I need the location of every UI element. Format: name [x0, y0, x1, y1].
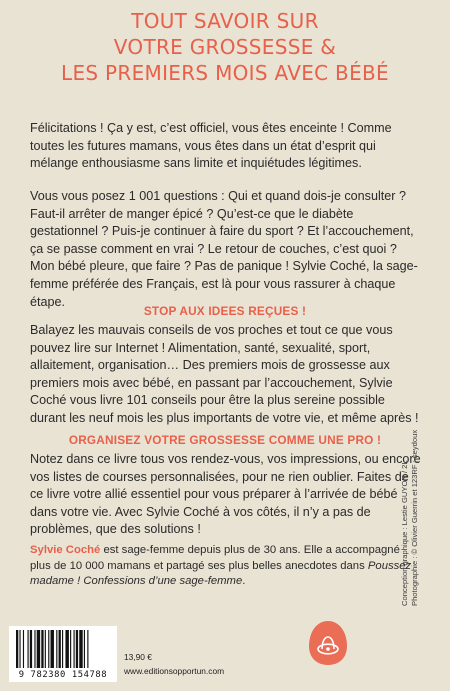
- section-heading-idees: STOP AUX IDEES REÇUES !: [143, 304, 307, 318]
- barcode-bar: [48, 630, 49, 668]
- advice-paragraph: Balayez les mauvais conseils de vos proches et tout ce que vous pouvez lire sur Internet ! Alimentation, santé, sexualité, sport, allaitement, organisation… Des premiers mois de grossesse aux premiers mois avec bébé, en passant par l’accouchement, Sylvie Coché vous livre 101 conseils pour être la plus sereine possible durant les neuf mois les plus importants de votre vie, et même après !: [30, 323, 419, 425]
- barcode-bar: [30, 630, 32, 668]
- bio-text: est sage-femme depuis plus de 30 ans. Elle a accompagné plus de 10 000 mamans et partagé ses plus belles anecdotes dans: [30, 544, 400, 572]
- barcode-bar: [79, 630, 82, 668]
- book-title-1: Poussez madame !: [30, 559, 412, 587]
- author-name: Sylvie Coché: [30, 544, 101, 556]
- barcode-bar: [28, 630, 29, 668]
- author-bio: [30, 543, 423, 590]
- credits-design: Conception graphique : Lestie GUYON / 2L: [400, 460, 409, 606]
- barcode-bar: [16, 630, 18, 668]
- publisher-website: www.editionsopportun.com: [124, 666, 225, 676]
- cover-title: [0, 8, 450, 86]
- questions-paragraph: Vous vous posez 1 001 questions : Qui et quand dois-je consulter ? Faut-il arrêter de manger épicé ? Qu’est-ce que le diabète gestationnel ? Puis-je continuer à faire du sport ? Et l’accouchement, ça se passe comment en vrai ? Le retour de couches, c’est quoi ? Mon bébé pleure, que faire ? Pas de panique ! Sylvie Coché, la sage-femme préférée des Français, est là pour vous rassurer à chaque étape.: [30, 189, 418, 309]
- barcode-bar: [74, 630, 75, 668]
- barcode-bar: [65, 630, 68, 668]
- price: 13,90 €: [124, 652, 152, 662]
- barcode-bar: [34, 630, 35, 668]
- notebook-paragraph: Notez dans ce livre tous vos rendez-vous, vos impressions, ou encore vos listes de courses personnalisées, pour ne rien oublier. Faites de ce livre votre allié essentiel pour vous préparer à l’arrivée de bébé dans votre vie. Avec Sylvie Coché à vos côtés, il n’y a pas de problèmes, que des solutions !: [30, 452, 421, 537]
- pacifier-icon: [307, 619, 349, 667]
- book-title-2: Confessions d’une sage-femme: [83, 575, 243, 587]
- barcode-bar: [51, 630, 54, 668]
- barcode-bar: [23, 630, 24, 668]
- barcode-bar: [76, 630, 78, 668]
- barcode-bar: [56, 630, 57, 668]
- barcode-bars: [16, 630, 112, 670]
- barcode-bar: [87, 630, 88, 668]
- barcode-bar: [62, 630, 63, 668]
- barcode-bar: [41, 630, 43, 668]
- barcode-bar: [70, 630, 71, 668]
- barcode-number: 9 782380 154788: [18, 670, 108, 680]
- bio-end: .: [242, 575, 246, 587]
- barcode-bar: [37, 630, 40, 668]
- intro-paragraph: Félicitations ! Ça y est, c’est officiel, vous êtes enceinte ! Comme toutes les futures mamans, vous êtes dans un état d’esprit qui mélange enthousiasme sans limite et inquiétudes légitimes.: [30, 121, 392, 171]
- credits: [400, 430, 420, 606]
- section-heading-organisez: ORGANISEZ VOTRE GROSSESSE COMME UNE PRO !: [68, 433, 382, 447]
- barcode-bar: [19, 630, 20, 668]
- barcode-bar: [59, 630, 61, 668]
- barcode-bar: [84, 630, 85, 668]
- title-line-1: TOUT SAVOIR SUR: [131, 9, 319, 33]
- barcode-bar: [45, 630, 46, 668]
- title-line-3: LES PREMIERS MOIS AVEC BÉBÉ: [61, 61, 389, 85]
- credits-photo: Photographie : © Olivier Guerrin et 123RF ; seydoux: [410, 429, 419, 606]
- title-line-2: VOTRE GROSSESSE &: [113, 35, 337, 59]
